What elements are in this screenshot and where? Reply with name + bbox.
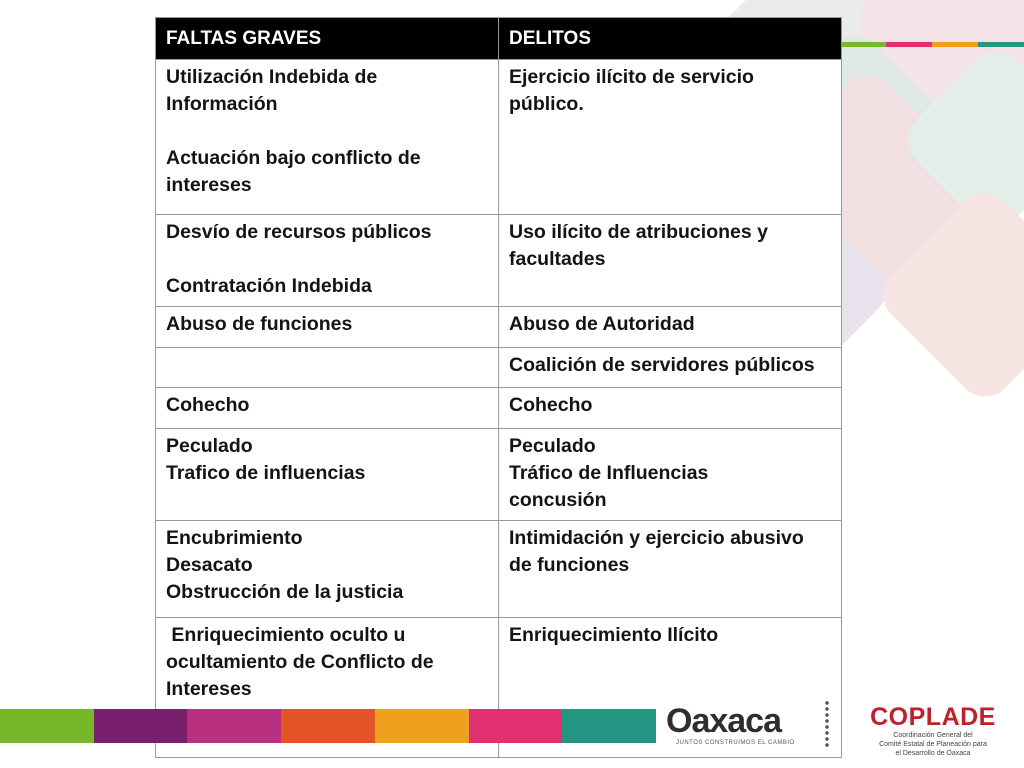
- table-row: [156, 388, 842, 429]
- table-cell: [156, 521, 499, 618]
- table-cell: [156, 348, 499, 388]
- cell-text: Encubrimiento: [166, 527, 303, 549]
- header-delitos: DELITOS: [499, 18, 842, 60]
- table-row: [156, 429, 842, 521]
- cell-text: Enriquecimiento oculto u ocultamiento de Conflicto de Intereses: [166, 624, 440, 700]
- cell-text: Tráfico de Influencias: [509, 462, 709, 484]
- cell-text: Peculado: [509, 435, 596, 457]
- table-cell: Abuso de Autoridad: [499, 307, 842, 348]
- table-cell: Abuso de funciones: [156, 307, 499, 348]
- top-color-stripe: [840, 42, 1024, 47]
- table-row: [156, 307, 842, 348]
- table-cell: Cohecho: [156, 388, 499, 429]
- table-cell: [499, 521, 842, 618]
- table-header-row: [156, 18, 842, 60]
- table-cell: [499, 60, 842, 215]
- table-cell: [156, 429, 499, 521]
- oaxaca-slogan: JUNTOS CONSTRUIMOS EL CAMBIO: [676, 740, 795, 746]
- cell-text: Uso ilícito de atribuciones y facultades: [509, 221, 768, 270]
- coplade-subtitle: el Desarrollo de Oaxaca: [895, 750, 971, 757]
- oaxaca-logo: [666, 702, 836, 748]
- dotted-divider: [823, 700, 831, 748]
- cell-text: Peculado: [166, 435, 253, 457]
- oaxaca-logo-text: Oaxaca: [666, 702, 781, 740]
- cell-text: Desvío de recursos públicos: [166, 221, 432, 243]
- table-cell: Cohecho: [499, 388, 842, 429]
- cell-text: Contratación Indebida: [166, 275, 372, 297]
- cell-text: Desacato: [166, 554, 253, 576]
- coplade-subtitle: Coordinación General del: [893, 732, 973, 739]
- cell-text: Intimidación y ejercicio abusivo de funciones: [509, 527, 804, 576]
- table-cell: [499, 429, 842, 521]
- table-cell: [156, 60, 499, 215]
- table-row: [156, 521, 842, 618]
- cell-text: concusión: [509, 489, 607, 511]
- header-faltas-graves: FALTAS GRAVES: [156, 18, 499, 60]
- cell-text: Trafico de influencias: [166, 462, 366, 484]
- table-row: [156, 348, 842, 388]
- bottom-color-stripe: [0, 709, 656, 743]
- cell-text: Actuación bajo conflicto de intereses: [166, 147, 421, 196]
- table-row: [156, 60, 842, 215]
- table-cell: [156, 215, 499, 307]
- cell-text: Obstrucción de la justicia: [166, 581, 404, 603]
- coplade-subtitle: Comité Estatal de Planeación para: [879, 741, 987, 748]
- table-row: [156, 215, 842, 307]
- table-cell: [499, 215, 842, 307]
- coplade-logo-text: COPLADE: [870, 703, 996, 731]
- table-cell: Coalición de servidores públicos: [499, 348, 842, 388]
- cell-text: Ejercicio ilícito de servicio público.: [509, 66, 754, 115]
- cell-text: Utilización Indebida de Información: [166, 66, 378, 115]
- coplade-logo: [868, 703, 998, 758]
- comparison-table: [155, 17, 842, 758]
- cell-text: Enriquecimiento Ilícito: [509, 624, 719, 646]
